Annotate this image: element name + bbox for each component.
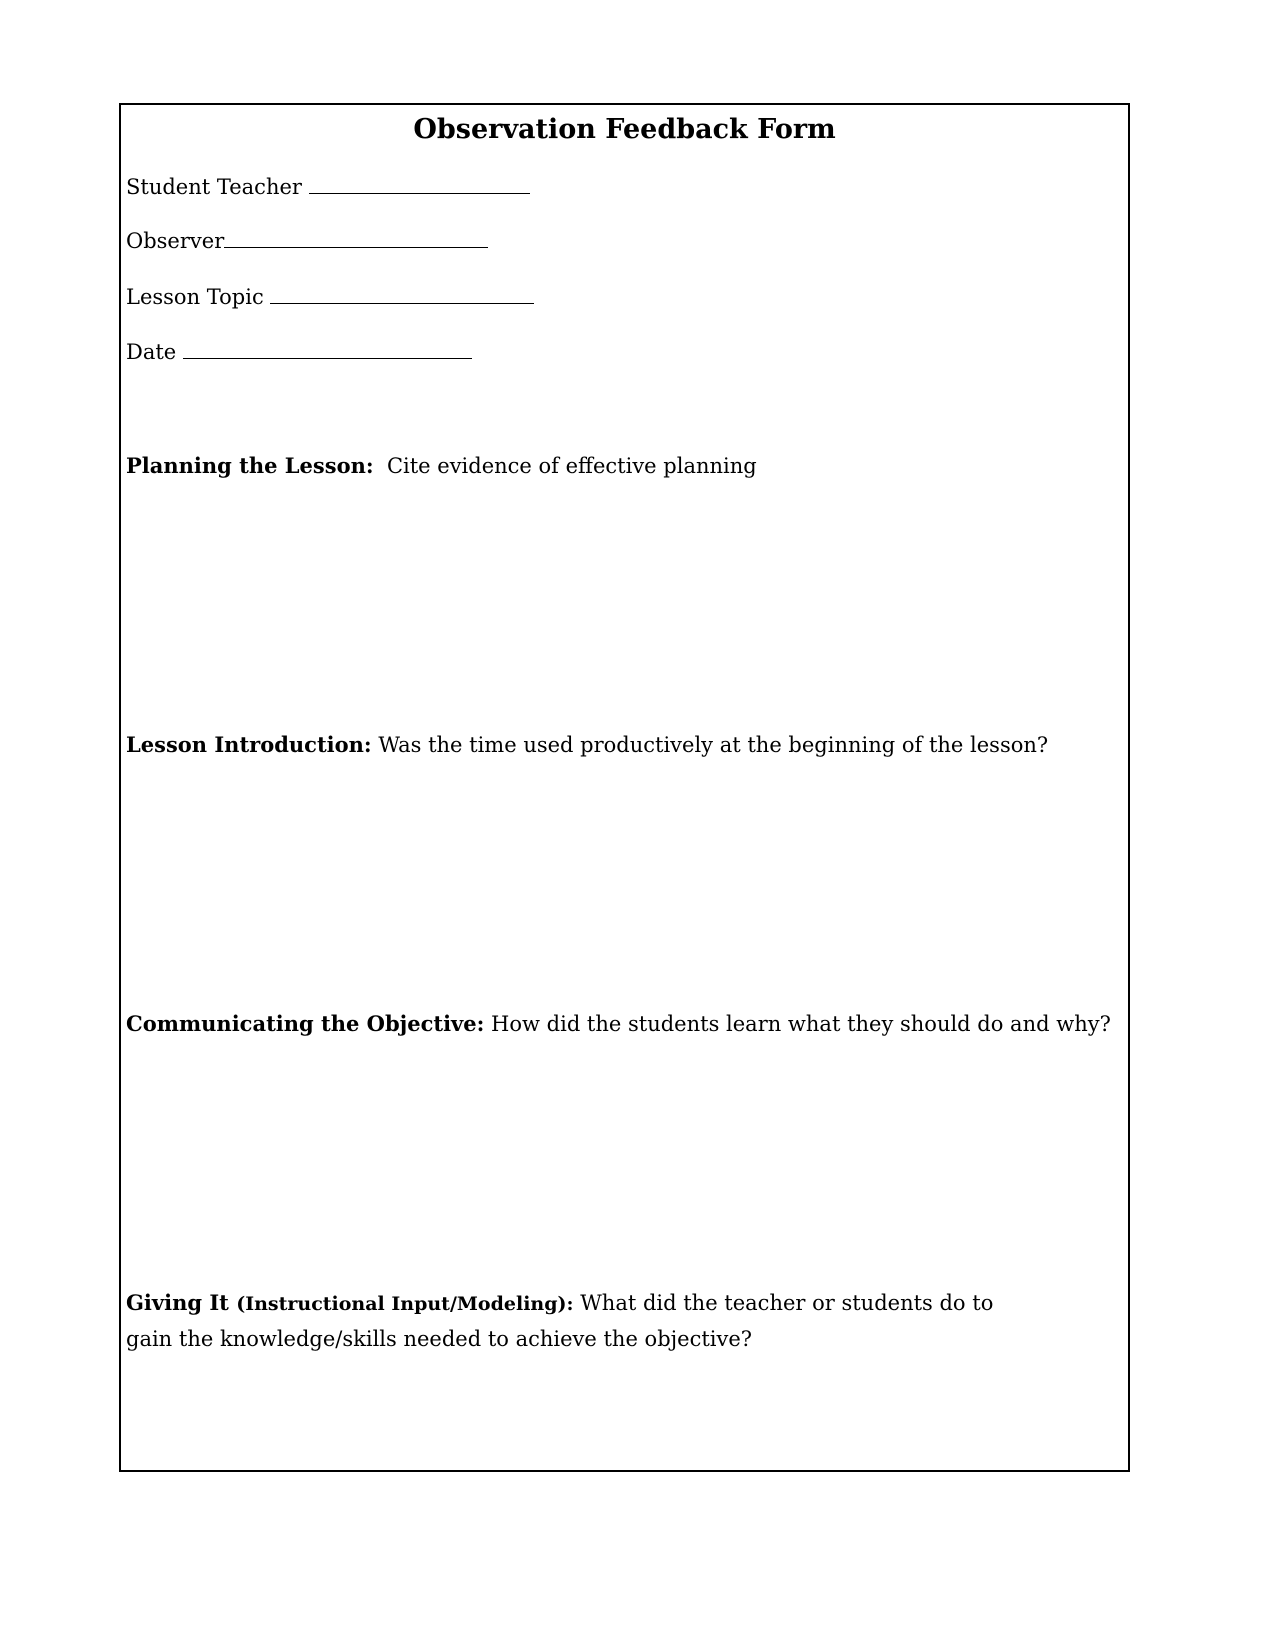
giving-it-heading: Giving It xyxy=(126,1290,237,1315)
planning-prompt: Cite evidence of effective planning xyxy=(373,454,757,478)
giving-it-section xyxy=(126,1285,1006,1357)
date-field xyxy=(126,338,472,365)
lesson-topic-blank[interactable] xyxy=(270,283,534,304)
observer-field xyxy=(126,227,488,254)
objective-section xyxy=(126,1006,1116,1042)
objective-prompt: How did the students learn what they should do and why? xyxy=(484,1012,1111,1036)
planning-section xyxy=(126,448,1116,484)
introduction-prompt: Was the time used productively at the beginning of the lesson? xyxy=(371,733,1049,757)
lesson-topic-field xyxy=(126,283,534,310)
student-teacher-blank[interactable] xyxy=(309,173,530,194)
date-blank[interactable] xyxy=(183,338,472,359)
observer-blank[interactable] xyxy=(224,227,488,248)
lesson-topic-label: Lesson Topic xyxy=(126,285,271,309)
giving-it-heading-paren: (Instructional Input/Modeling): xyxy=(236,1293,574,1315)
form-title: Observation Feedback Form xyxy=(413,114,836,145)
student-teacher-field xyxy=(126,173,530,200)
objective-heading: Communicating the Objective: xyxy=(126,1011,485,1036)
introduction-heading: Lesson Introduction: xyxy=(126,732,372,757)
date-label: Date xyxy=(126,340,183,364)
introduction-section xyxy=(126,727,1116,763)
giving-it-prompt: What did the teacher or students do to gain the knowledge/skills needed to achieve the objective? xyxy=(126,1291,1001,1351)
student-teacher-label: Student Teacher xyxy=(126,175,309,199)
observation-feedback-form xyxy=(119,103,1130,1472)
observer-label: Observer xyxy=(126,229,225,253)
planning-heading: Planning the Lesson: xyxy=(126,453,374,478)
